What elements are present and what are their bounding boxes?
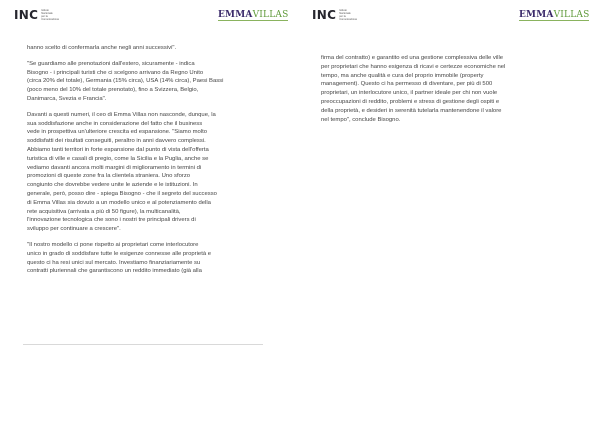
left-body-text <box>27 44 267 283</box>
paragraph: Davanti a questi numeri, il ceo di Emma Villas non nasconde, dunque, la sua soddisfazione anche in considerazione del fatto che il business vede in prospettiva un'ulteriore crescita ed espansione. "Siamo molto soddisfatti dei risultati conseguiti, peraltro in anni davvero complessi. Abbiamo tanti territori in forte espansione dal punto di vista dell'offerta turistica di ville e casali di pregio, come la Sicilia e la Puglia, anche se vediamo davanti ancora molti margini di miglioramento in termini di promozioni di queste zone fra la clientela straniera. Uno sforzo congiunto che dovrebbe vedere unite le aziende e le istituzioni. In generale, però, posso dire - spiega Bisogno - che il segreto del successo di Emma Villas sia dovuto a un modello unico e al potenziamento della rete acquisitiva (arrivata a più di 50 figure), la multicanalità, l'innovazione tecnologica che sono i nostri tre principali drivers di sviluppo per continuare a crescere". <box>27 111 217 233</box>
inc-logo-tagline: Istituto Nazionale per la Comunicazione <box>339 9 358 21</box>
page-bottom-rule <box>23 344 263 345</box>
paragraph: firma del contratto) e garantito ed una gestione complessiva delle ville per proprietari che hanno esigenza di ricavi e certezze economiche nel tempo, ma anche qualità e cura del proprio immobile (property management). Questo ci ha permesso di diventare, per più di 500 proprietari, un interlocutore unico, il partner ideale per chi non vuole preoccupazioni di reddito, problemi e stress di gestione degli ospiti e della proprietà, e desideri in serenità tutelarla mantenendone il valore nel tempo", conclude Bisogno. <box>321 55 506 123</box>
right-body-text <box>321 54 581 131</box>
inc-logo-mark: INC <box>14 8 39 22</box>
inc-logo <box>14 9 73 21</box>
inc-logo <box>312 9 371 21</box>
right-page <box>300 0 600 424</box>
paragraph: "Se guardiamo alle prenotazioni dall'estero, sicuramente - indica Bisogno - i principali turisti che ci scelgono arrivano da Regno Unito (circa 20% del totale), Germania (15% circa), USA (14% circa), Paesi Bassi (poco meno del 10% del totale prenotato), fino a Svizzera, Belgio, Danimarca, Svezia e Francia". <box>27 60 224 102</box>
inc-logo-mark: INC <box>312 8 337 22</box>
paragraph: "Il nostro modello ci pone rispetto ai proprietari come interlocutore unico in grado di soddisfare tutte le esigenze connesse alle proprietà e questo ci ha resi unici sul mercato. Investiamo finanziariamente su contratti pluriennali che garantiscono un reddito immediato (già alla <box>27 241 212 275</box>
emma-villas-logo: EMMAVILLAS <box>519 10 590 20</box>
inc-logo-tagline: Istituto Nazionale per la Comunicazione <box>41 9 60 21</box>
paragraph: hanno scelto di confermarla anche negli anni successivi". <box>27 45 177 51</box>
emma-villas-logo: EMMAVILLAS <box>218 10 289 20</box>
